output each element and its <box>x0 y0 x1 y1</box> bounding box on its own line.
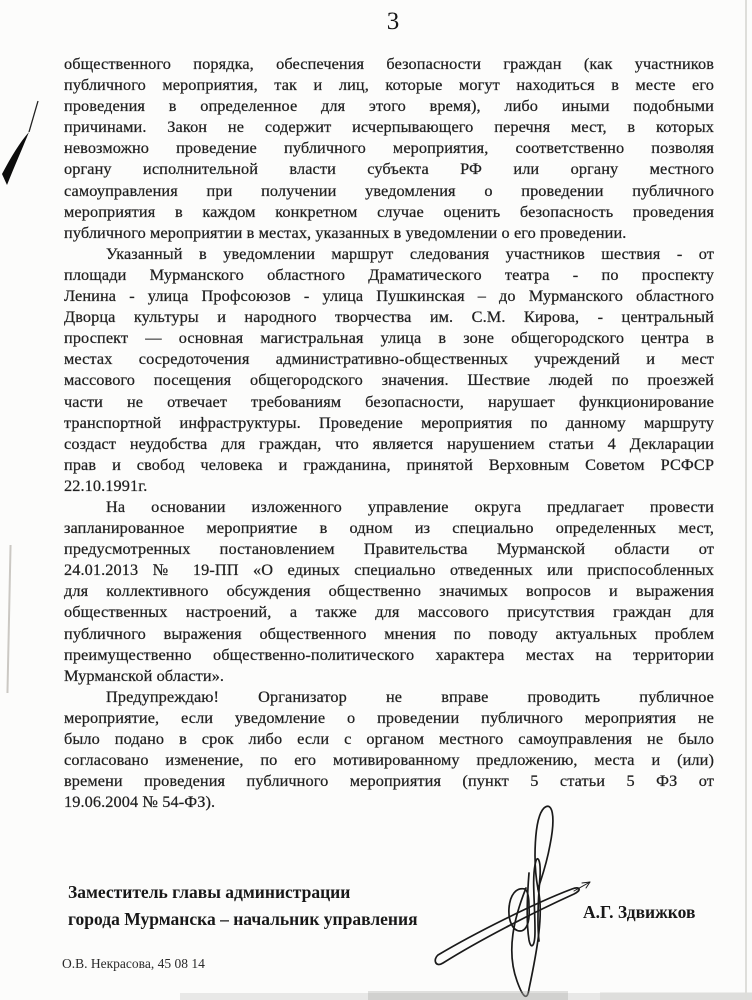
text-line: согласовано изменение, по его мотивированному предложению, места и (или) <box>64 750 714 770</box>
text-line: части не отвечает требованиям безопасности, нарушает функционирование <box>64 391 714 411</box>
text-line: для коллективного обсуждения общественно значимых вопросов и выражения <box>64 581 714 601</box>
signature-title-line2: города Мурманска – начальник управления <box>68 908 418 929</box>
text-line: публичного мероприятии в местах, указанных в уведомлении о его проведении. <box>64 222 627 242</box>
text-line: общественного порядка, обеспечения безопасности граждан (как участников <box>64 54 714 73</box>
signature-scribble-icon <box>430 793 620 1000</box>
page-number: 3 <box>386 8 400 35</box>
text-line: запланированное мероприятие в одном из специально определенных мест, <box>64 518 714 538</box>
text-line: 24.01.2013 № 19-ПП «О единых специально отведенных или приспособленных <box>64 560 714 580</box>
text-line: Дворца культуры и народного творчества им. С.М. Кирова, - центральный <box>64 307 714 327</box>
text-line: площади Мурманского областного Драматического театра - по проспекту <box>64 264 714 284</box>
text-line: невозможно проведение публичного мероприятия, соответственно позволяя <box>64 138 714 158</box>
text-line: 19.06.2004 № 54-ФЗ). <box>64 792 216 812</box>
text-line: 22.10.1991г. <box>64 475 148 495</box>
text-line: было подано в срок либо если с органом местного самоуправления не было <box>64 729 714 748</box>
text-line: Указанный в уведомлении маршрут следования участников шествия - от <box>106 243 714 263</box>
signer-name: А.Г. Здвижков <box>583 902 696 922</box>
text-line: мероприятие, если уведомление о проведении публичного мероприятия не <box>64 707 714 727</box>
signature-title <box>68 879 468 932</box>
text-line: органу исполнительной власти субъекта РФ или органу местного <box>64 159 714 179</box>
executor-note: О.В. Некрасова, 45 08 14 <box>62 956 205 971</box>
text-line: Мурманской области». <box>64 665 225 685</box>
signature-title-line1: Заместитель главы администрации <box>68 882 351 902</box>
text-line: Ленина - улица Профсоюзов - улица Пушкинская – до Мурманского областного <box>64 286 714 306</box>
text-line: создаст неудобства для граждан, что является нарушением статьи 4 Декларации <box>64 433 714 453</box>
text-line: времени проведения публичного мероприятия (пункт 5 статьи 5 ФЗ от <box>64 771 714 791</box>
document-body <box>64 53 714 812</box>
text-line: транспортной инфраструктуры. Проведение мероприятия по данному маршруту <box>64 412 714 432</box>
text-line: преимущественно общественно-политического характера местах на территории <box>64 644 714 664</box>
text-line: Предупреждаю! Организатор не вправе проводить публичное <box>106 686 714 706</box>
text-line: проспект — основная магистральная улица в зоне общегородского центра в <box>64 328 714 348</box>
text-line: публичного выражения общественного мнения по поводу актуальных проблем <box>64 623 714 643</box>
scan-edge-line-right <box>745 0 747 1000</box>
text-line: предусмотренных постановлением Правительства Мурманской области от <box>64 539 714 559</box>
text-line: проведения в определенное для этого время), либо иными подобными <box>64 96 714 116</box>
text-line: мероприятия в каждом конкретном случае оценить безопасность проведения <box>64 201 714 221</box>
scan-artifact-bottom-band <box>0 985 752 1000</box>
text-line: прав и свобод человека и гражданина, принятой Верховным Советом РСФСР <box>64 454 714 474</box>
text-line: самоуправления при получении уведомления о проведении публичного <box>64 180 714 200</box>
text-line: местах сосредоточения административно-общественных учреждений и мест <box>64 349 714 369</box>
text-line: массового посещения общегородского значения. Шествие людей по проезжей <box>64 370 714 390</box>
text-line: причинами. Закон не содержит исчерпывающего перечня мест, в которых <box>64 117 714 137</box>
text-line: общественных настроений, а также для массового присутствия граждан для <box>64 602 714 622</box>
scan-artifact-wedge-icon <box>0 95 45 195</box>
scan-edge-line-left <box>6 545 11 693</box>
text-line: публичного мероприятия, так и лиц, которые могут находиться в месте его <box>64 75 714 95</box>
text-line: На основании изложенного управление округа предлагает провести <box>106 496 714 516</box>
